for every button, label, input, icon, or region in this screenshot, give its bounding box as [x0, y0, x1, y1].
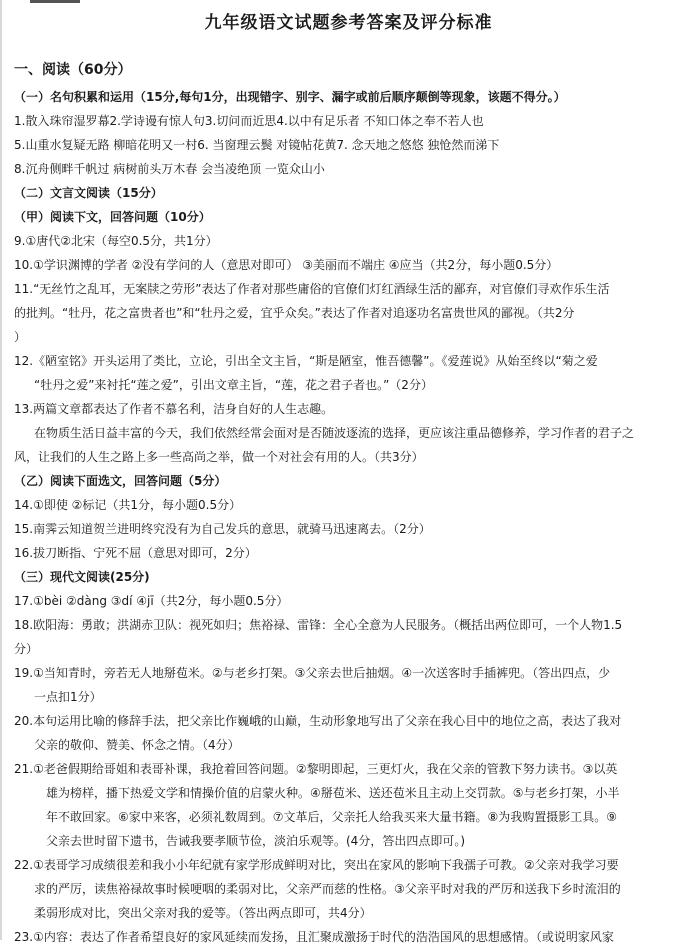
answer-line: 求的严厉，读焦裕禄故事时候哽咽的柔弱对比，父亲严而慈的性格。③父亲平时对我的严厉和送我下乡时流泪的 — [34, 882, 621, 896]
answer-line: 父亲去世时留下遗书，告诫我要孝顺节俭，淡泊乐观等。(4分，答出四点即可。) — [46, 834, 466, 848]
answer-line: 14.①即使 ②标记（共1分，每小题0.5分） — [14, 498, 242, 512]
answer-line: 柔弱形成对比，突出父亲对我的爱等。（答出两点即可，共4分） — [34, 906, 372, 920]
answer-line: 22.①表哥学习成绩很差和我小小年纪就有家学形成鲜明对比，突出在家风的影响下我孺子可教。②父亲对我学习要 — [14, 858, 619, 872]
answer-line: 16.拔刀断指、宁死不屈（意思对即可，2分） — [14, 546, 257, 560]
answer-line: 8.沉舟侧畔千帆过 病树前头万木春 会当凌绝顶 一览众山小 — [14, 162, 325, 176]
answer-line: 在物质生活日益丰富的今天，我们依然经常会面对是否随波逐流的选择，更应该注重品德修养，学习作者的君子之 — [34, 426, 635, 440]
scan-edge — [0, 0, 2, 940]
answer-line: “牡丹之爱”来衬托“莲之爱”，引出文章主旨，“莲，花之君子者也。”（2分） — [34, 378, 433, 392]
answer-line: 风，让我们的人生之路上多一些高尚之举，做一个对社会有用的人。（共3分） — [14, 450, 424, 464]
answer-line: 17.①bèi ②dàng ③dí ④jī（共2分，每小题0.5分） — [14, 594, 289, 608]
answer-line: 13.两篇文章都表达了作者不慕名利，洁身自好的人生志趣。 — [14, 402, 334, 416]
answer-line: 10.①学识渊博的学者 ②没有学问的人（意思对即可） ③美丽而不端庄 ④应当（共2分，每小题0.5分） — [14, 258, 559, 272]
page-title: 九年级语文试题参考答案及评分标准 — [204, 13, 493, 33]
answer-line: 18.欧阳海：勇敢；洪湖赤卫队：视死如归；焦裕禄、雷锋：全心全意为人民服务。（概括出两位即可，一个人物1.5 — [14, 618, 623, 632]
answer-line: 19.①当知青时，旁若无人地掰苞米。②与老乡打架。③父亲去世后抽烟。④一次送客时手插裤兜。（答出四点，少 — [14, 666, 611, 680]
answer-line: 雄为榜样，播下热爱文学和情操价值的启蒙火种。④掰苞米、送还苞米且主动上交罚款。⑤与老乡打架，小半 — [46, 786, 620, 800]
answer-line: 5.山重水复疑无路 柳暗花明又一村6. 当窗理云鬓 对镜帖花黄7. 念天地之悠悠 独怆然而涕下 — [14, 138, 500, 152]
answer-line: ） — [14, 330, 27, 344]
answer-line: 12.《陋室铭》开头运用了类比，立论，引出全文主旨，“斯是陋室，惟吾德馨”。《爱莲说》从始至终以“菊之爱 — [14, 354, 598, 368]
answer-line: 20.本句运用比喻的修辞手法，把父亲比作巍峨的山巅，生动形象地写出了父亲在我心目中的地位之高，表达了我对 — [14, 714, 622, 728]
subsection-heading: （一）名句积累和运用（15分,每句1分，出现错字、别字、漏字或前后顺序颠倒等现象，该题不得分。） — [14, 90, 566, 104]
answer-line: 15.南霁云知道贺兰进明终究没有为自己发兵的意思，就骑马迅速离去。（2分） — [14, 522, 431, 536]
answer-line: 1.散入珠帘湿罗幕2.学诗谩有惊人句3.切问而近思4.以中有足乐者 不知口体之奉不若人也 — [14, 114, 484, 128]
answer-line: 的批判。“牡丹，花之富贵者也”和“牡丹之爱，宜乎众矣。”表达了作者对追逐功名富贵世风的鄙视。（共2分 — [14, 306, 575, 320]
answer-line: 23.①内容：表达了作者希望良好的家风延续而发扬，且汇聚成激扬于时代的浩浩国风的思想感情。（或说明家风家 — [14, 930, 614, 944]
subsection-heading: （三）现代文阅读(25分) — [14, 570, 150, 584]
section-heading: 一、阅读（60分） — [14, 62, 132, 78]
answer-line: 一点扣1分） — [34, 690, 102, 704]
answer-line: 21.①老爸假期给哥姐和表哥补课，我抢着回答问题。②黎明即起，三更灯火，我在父亲的管教下努力读书。③以英 — [14, 762, 618, 776]
subsection-heading: （二）文言文阅读（15分） — [14, 186, 163, 200]
answer-line: 年不敢回家。⑥家中来客，必须礼数周到。⑦文革后，父亲托人给我买来大量书籍。⑧为我购置摄影工具。⑨ — [46, 810, 618, 824]
scan-mark — [30, 0, 80, 3]
answer-line: 9.①唐代②北宋（每空0.5分，共1分） — [14, 234, 218, 248]
subsection-heading: （乙）阅读下面选文，回答问题（5分） — [14, 474, 227, 488]
answer-line: 父亲的敬仰、赞美、怀念之情。（4分） — [34, 738, 240, 752]
answer-document — [14, 55, 690, 949]
answer-line: 分） — [14, 642, 39, 656]
answer-line: 11.“无丝竹之乱耳，无案牍之劳形”表达了作者对那些庸俗的官僚们灯红酒绿生活的鄙弃，对官僚们寻欢作乐生活 — [14, 282, 610, 296]
subsection-heading: （甲）阅读下文，回答问题（10分） — [14, 210, 211, 224]
